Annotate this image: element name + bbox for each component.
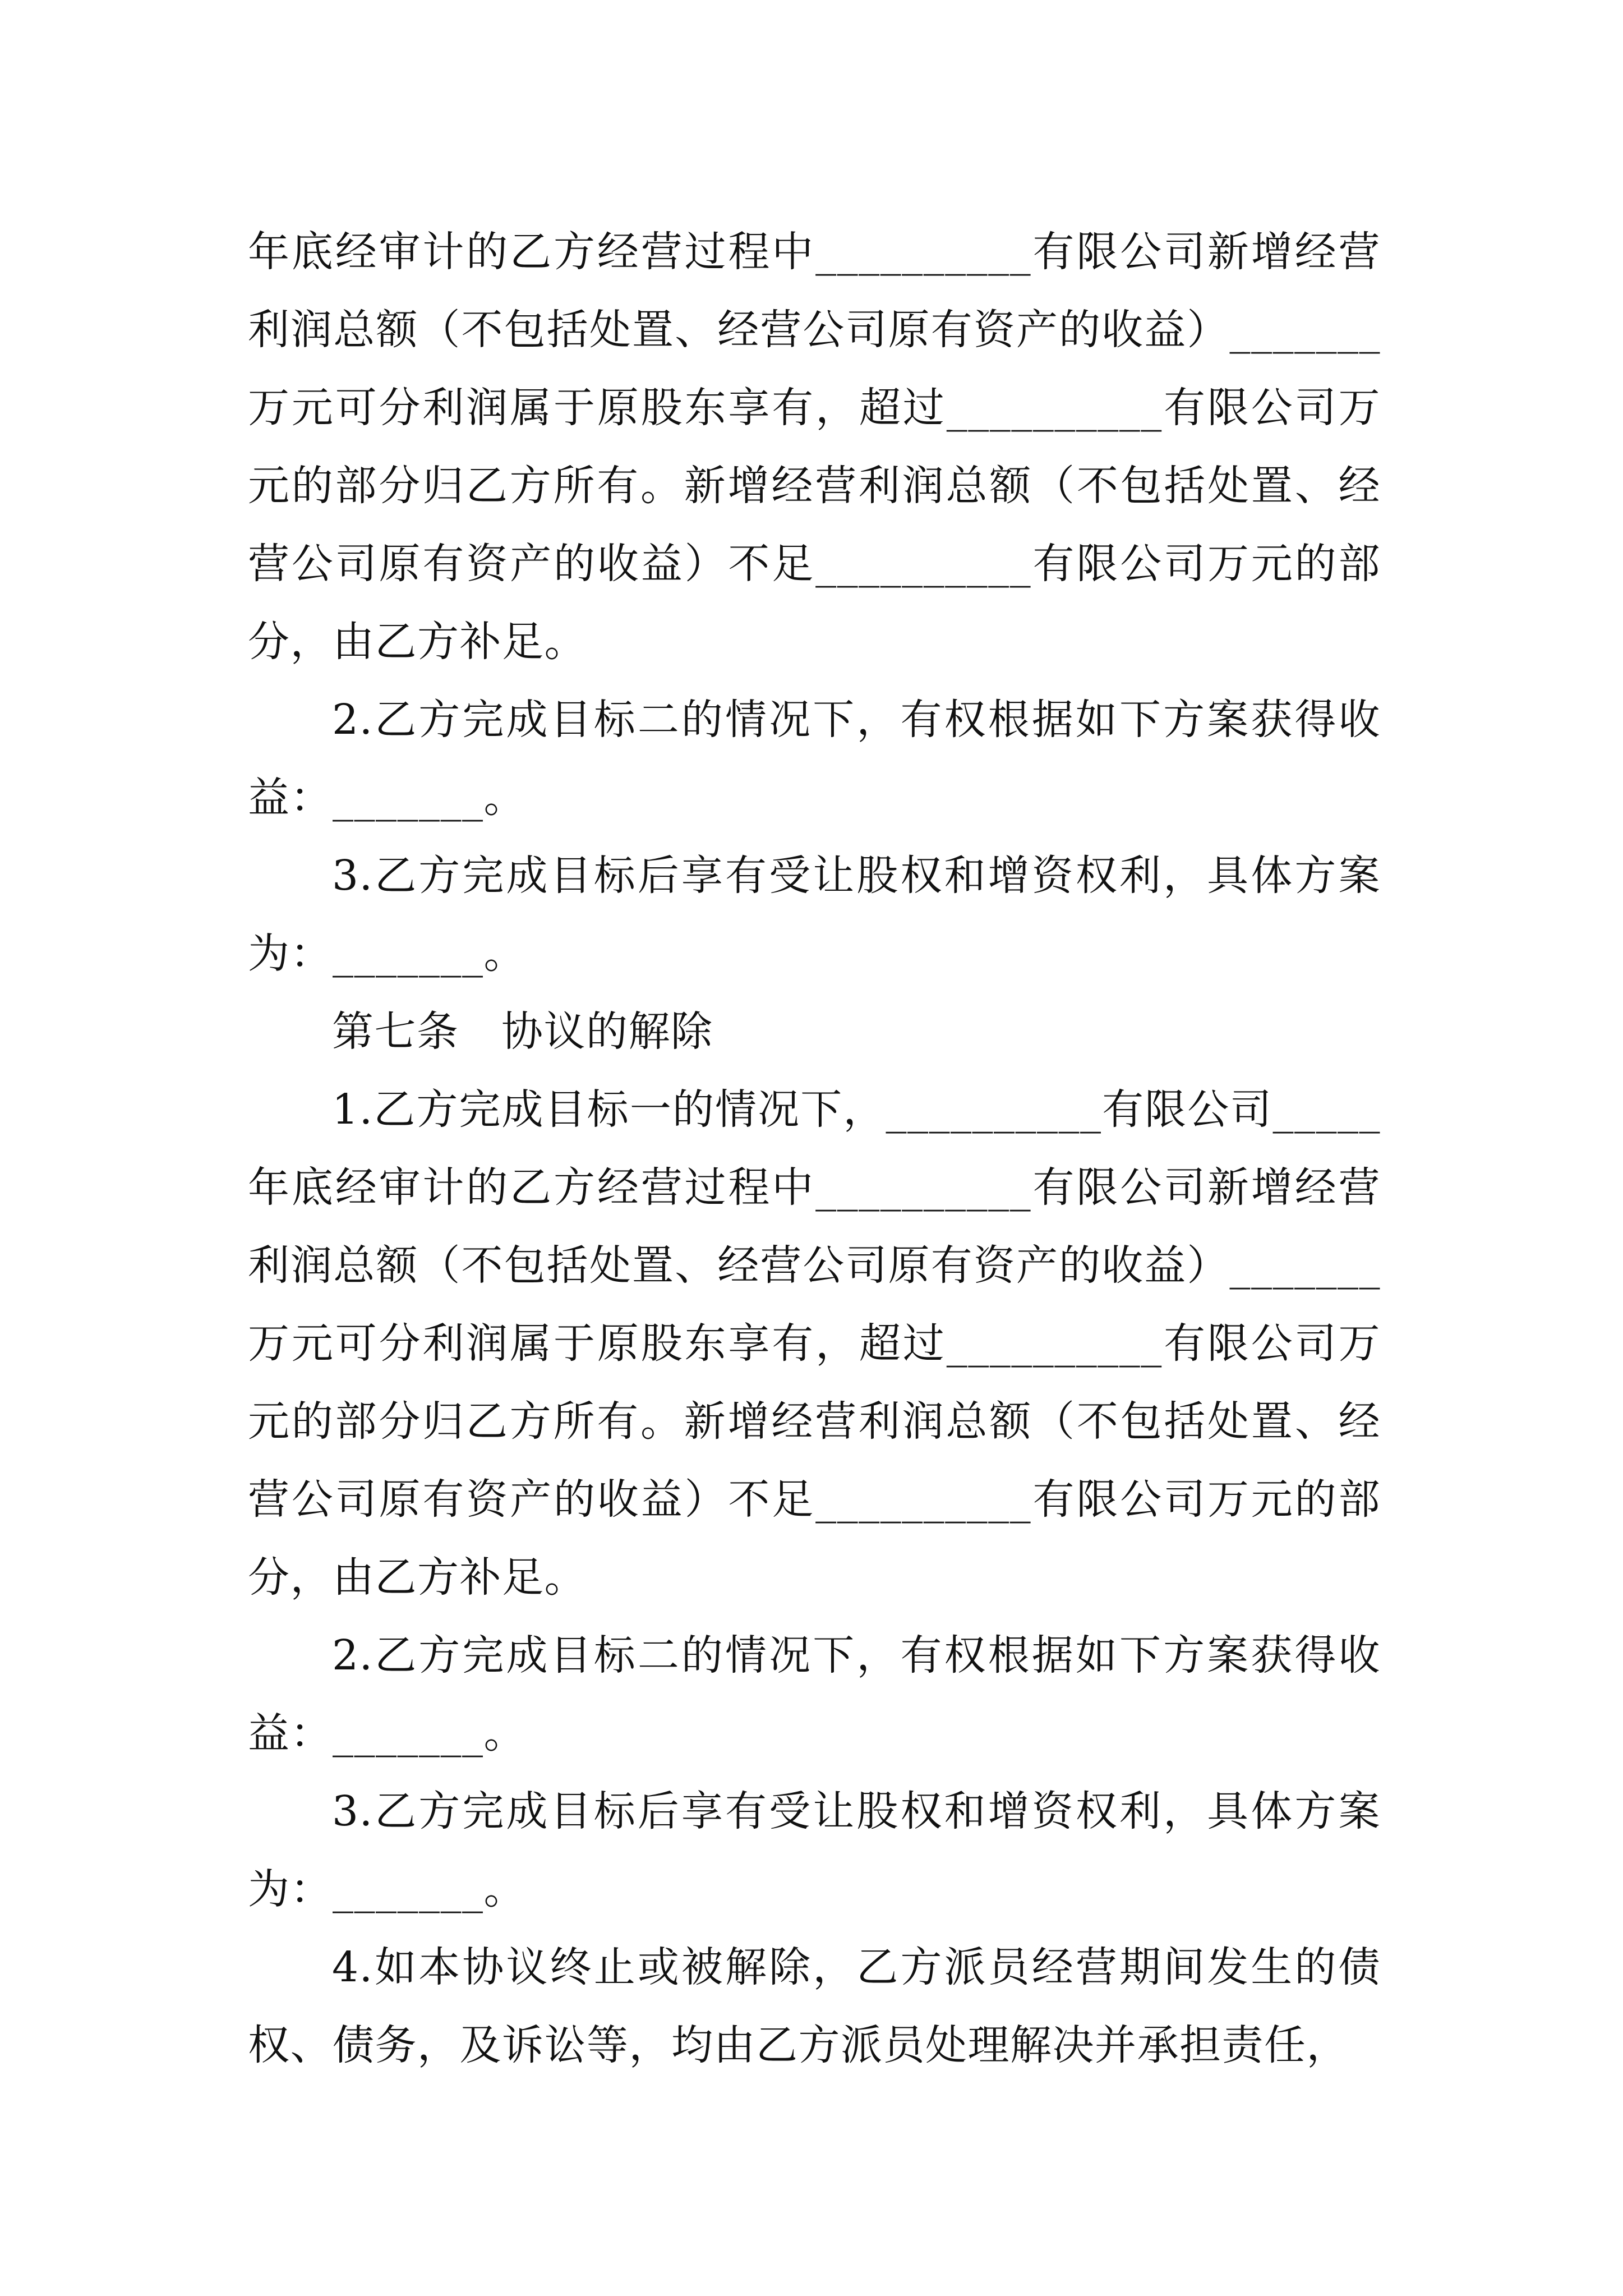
- clause-2-paragraph: 2.乙方完成目标二的情况下，有权根据如下方案获得收益：_______。: [248, 696, 1381, 822]
- clause-3-paragraph: 3.乙方完成目标后享有受让股权和增资权利，具体方案为：_______。: [248, 852, 1381, 978]
- article-7-heading: 第七条 协议的解除: [332, 1007, 713, 1056]
- article-7-clause-3-paragraph: 3.乙方完成目标后享有受让股权和增资权利，具体方案为：_______。: [248, 1787, 1381, 1913]
- continuation-paragraph: 年底经审计的乙方经营过程中__________有限公司新增经营利润总额（不包括处置、经营公司原有资产的收益）_______万元可分利润属于原股东享有，超过__________有限公司万元的部分归乙方所有。新增经营利润总额（不包括处置、经营公司原有资产的收益）不足__________有限公司万元的部分，由乙方补足。: [248, 228, 1381, 666]
- article-7-clause-2-paragraph: 2.乙方完成目标二的情况下，有权根据如下方案获得收益：_______。: [248, 1631, 1381, 1757]
- article-7-clause-4-paragraph: 4.如本协议终止或被解除，乙方派员经营期间发生的债权、债务，及诉讼等，均由乙方派员处理解决并承担责任，: [248, 1943, 1381, 2069]
- article-7-clause-1-paragraph: 1.乙方完成目标一的情况下，__________有限公司_____年底经审计的乙方经营过程中__________有限公司新增经营利润总额（不包括处置、经营公司原有资产的收益）_______万元可分利润属于原股东享有，超过__________有限公司万元的部分归乙方所有。新增经营利润总额（不包括处置、经营公司原有资产的收益）不足__________有限公司万元的部分，由乙方补足。: [248, 1085, 1381, 1602]
- document-page: [248, 213, 1381, 2085]
